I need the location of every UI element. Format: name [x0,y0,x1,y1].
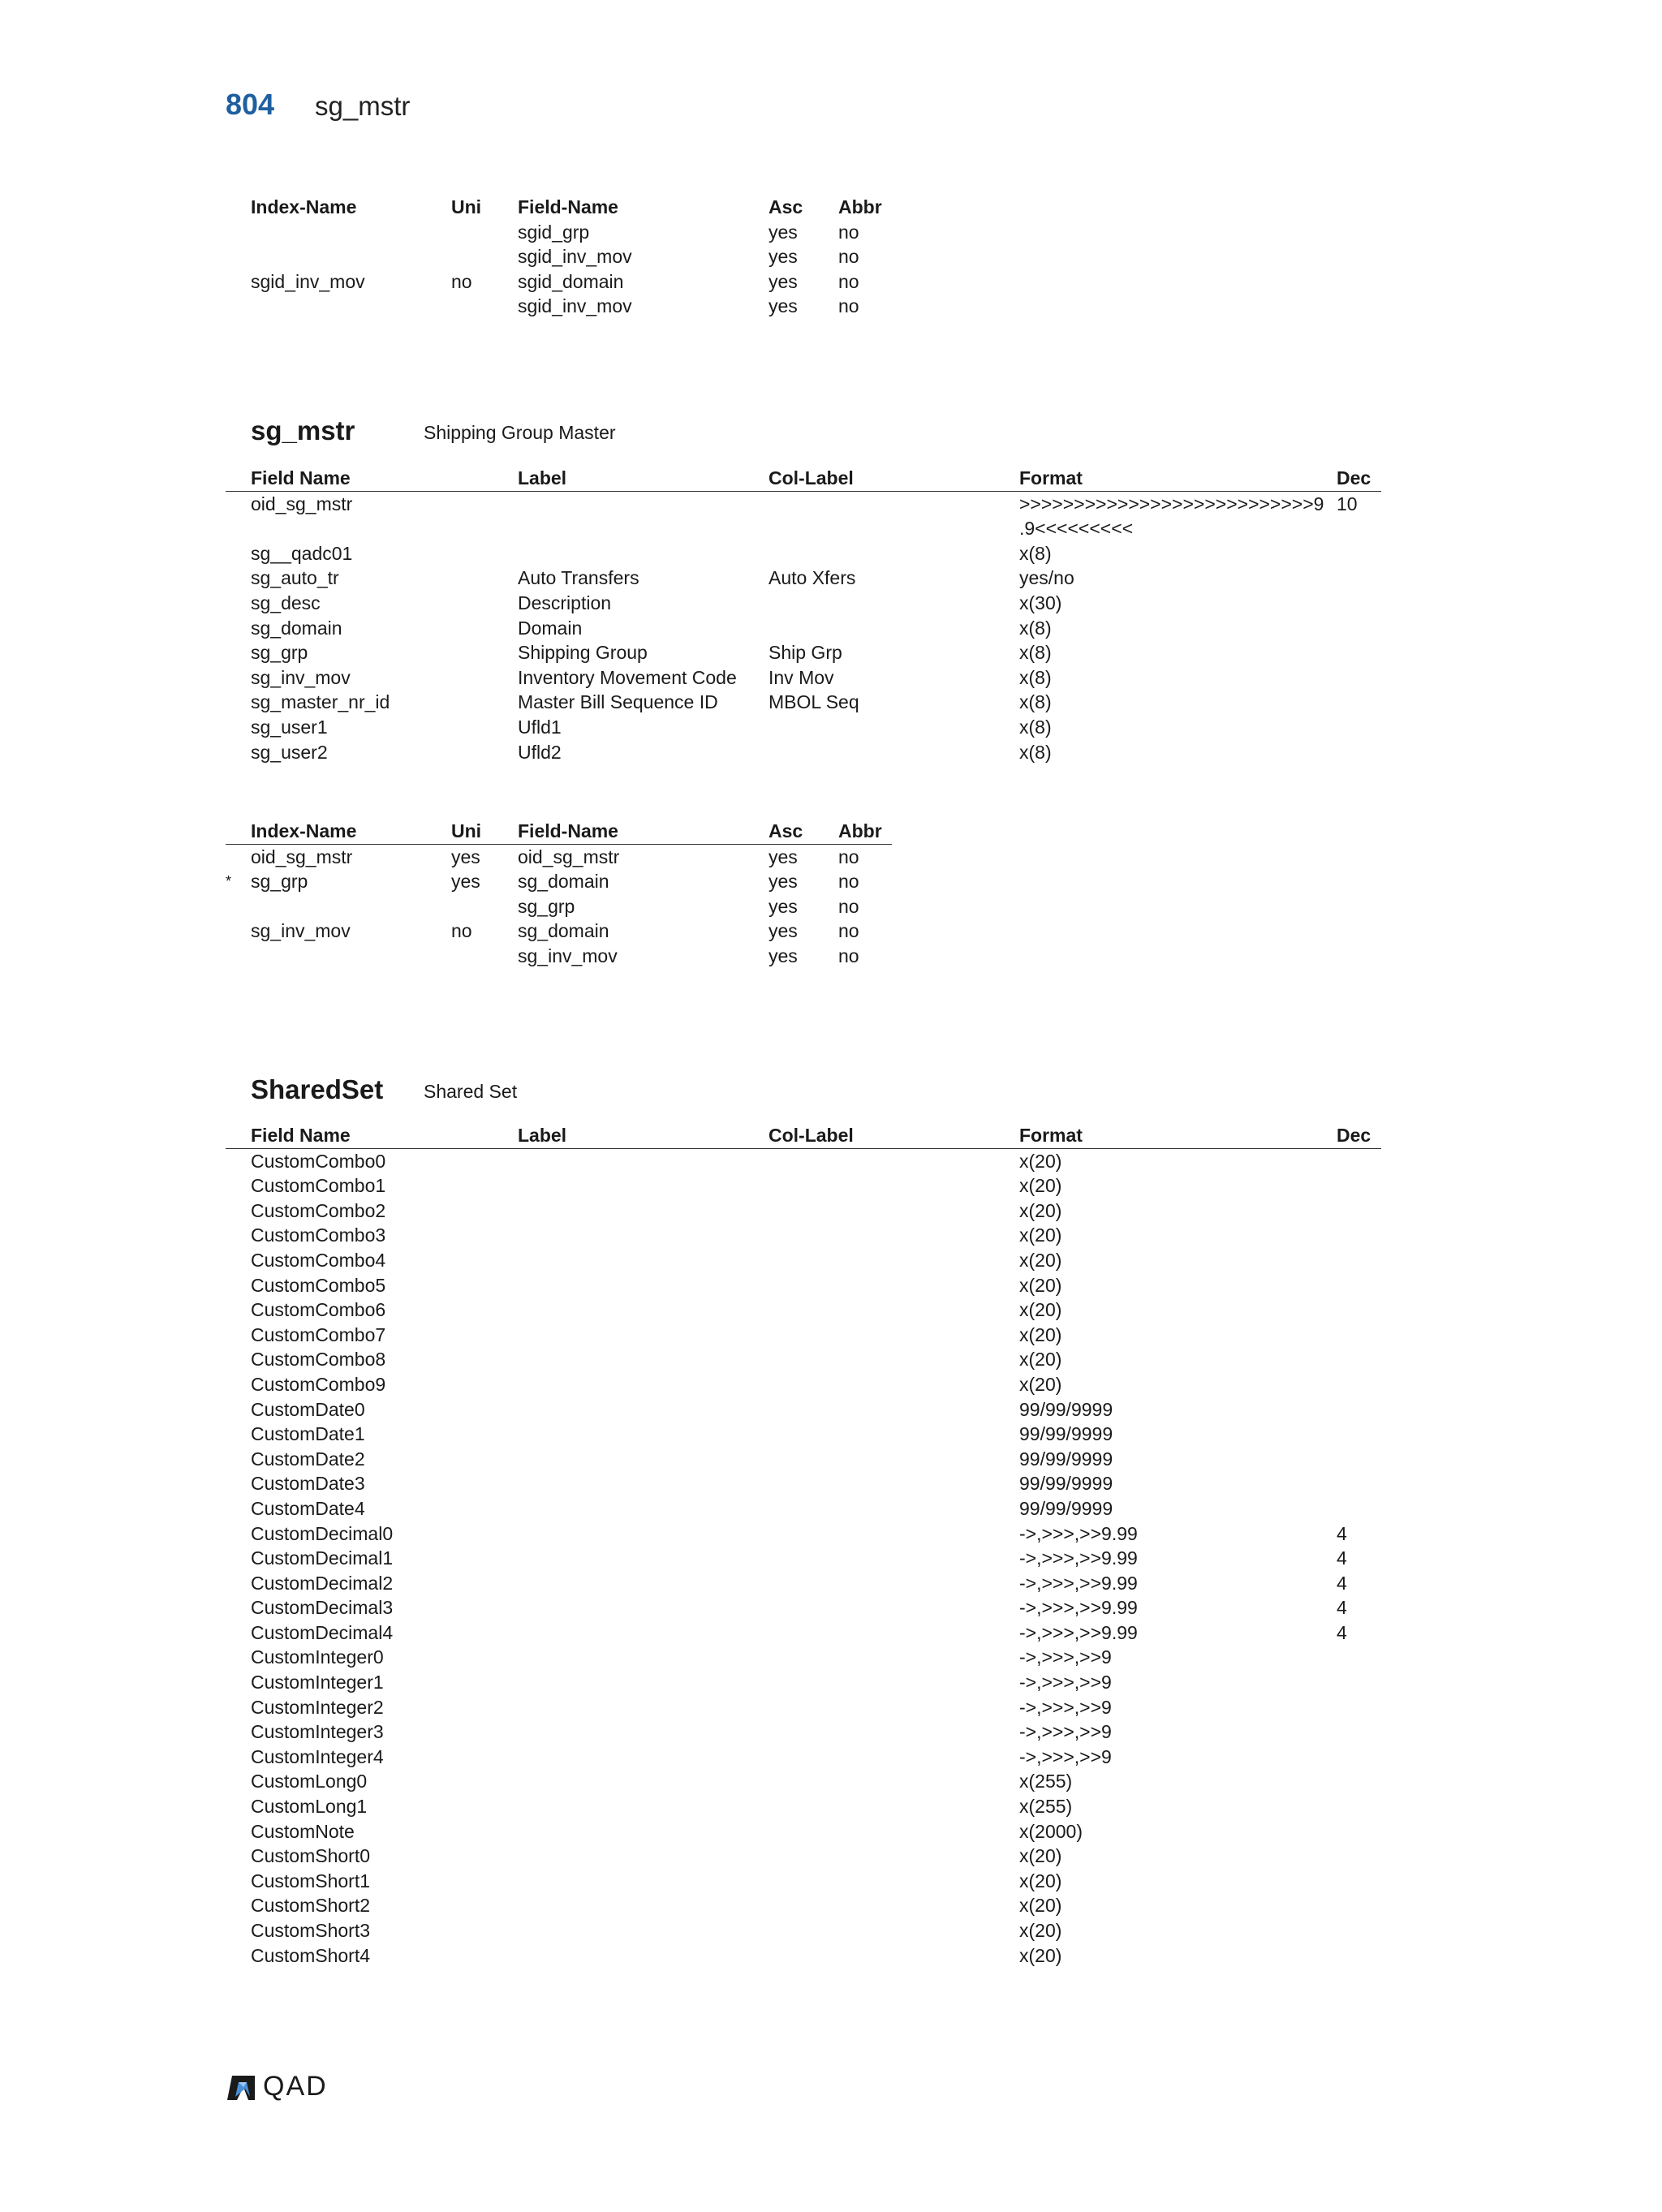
sg-mstr-index-table [226,819,892,969]
col-index-name: Index-Name [251,196,357,217]
table-description: Shared Set [424,1081,518,1102]
cell-field-name: sg_auto_tr [251,567,339,589]
table-row [226,1719,1381,1745]
col-col-label: Col-Label [769,467,854,488]
cell-label: Domain [518,617,583,639]
cell-asc: yes [769,295,798,317]
cell-dec: 4 [1337,1597,1347,1619]
cell-field-name: oid_sg_mstr [251,493,353,514]
cell-format: 99/99/9999 [1019,1473,1113,1495]
cell-format: ->,>>>,>>9.99 [1019,1572,1138,1594]
cell-format: ->,>>>,>>9.99 [1019,1522,1138,1544]
index-header-row [226,819,892,845]
col-uni: Uni [451,820,482,841]
table-row [226,1273,1381,1298]
cell-index-name: sg_inv_mov [251,920,351,942]
cell-format: x(20) [1019,1224,1062,1246]
primary-index-marker: * [226,873,232,890]
cell-index-name: sgid_inv_mov [251,270,365,292]
field-header-row [226,1123,1381,1149]
table-row [226,591,1381,616]
cell-format: x(20) [1019,1349,1062,1371]
page-number: 804 [226,88,275,121]
col-dec: Dec [1337,1125,1371,1146]
cell-format: x(20) [1019,1249,1062,1271]
cell-dec: 4 [1337,1547,1347,1569]
col-col-label: Col-Label [769,1125,854,1146]
table-row [226,1844,1381,1869]
cell-abbr: no [838,295,859,317]
col-field-name: Field-Name [518,820,618,841]
cell-asc: yes [769,871,798,893]
cell-uni: no [451,270,472,292]
cell-format: x(20) [1019,1944,1062,1966]
cell-label: Auto Transfers [518,567,639,589]
cell-col-label: MBOL Seq [769,691,859,713]
table-row [226,492,1381,517]
cell-format: ->,>>>,>>9 [1019,1721,1112,1743]
cell-field-name: sg_grp [518,895,575,917]
cell-format: x(20) [1019,1845,1062,1867]
col-field-name: Field Name [251,1125,351,1146]
cell-field-name: CustomShort3 [251,1920,371,1941]
cell-field-name: CustomCombo6 [251,1299,386,1321]
cell-field-name: CustomCombo9 [251,1373,386,1395]
table-row [226,1595,1381,1620]
cell-field-name: CustomInteger3 [251,1721,384,1743]
cell-uni: yes [451,871,480,893]
cell-field-name: sg_user2 [251,741,328,763]
cell-format: x(20) [1019,1274,1062,1296]
table-row [226,1347,1381,1372]
cell-field-name: CustomDate2 [251,1448,365,1470]
index-body [226,845,892,969]
cell-field-name: CustomCombo4 [251,1249,386,1271]
field-header-row [226,466,1381,492]
cell-label: Shipping Group [518,642,648,664]
cell-format: 99/99/9999 [1019,1448,1113,1470]
cell-label: Ufld1 [518,716,562,738]
col-index-name: Index-Name [251,820,357,841]
cell-field-name: sg_domain [518,920,609,942]
cell-field-name: CustomLong0 [251,1771,368,1792]
cell-format: 99/99/9999 [1019,1398,1113,1420]
cell-format: x(20) [1019,1870,1062,1891]
cell-asc: yes [769,221,798,243]
cell-field-name: CustomInteger1 [251,1672,384,1693]
cell-format: ->,>>>,>>9.99 [1019,1547,1138,1569]
qad-logo-icon [226,2072,258,2102]
table-row [226,1869,1381,1894]
cell-format: ->,>>>,>>9 [1019,1672,1112,1693]
cell-asc: yes [769,846,798,867]
cell-field-name: CustomDate0 [251,1398,365,1420]
cell-field-name: CustomCombo0 [251,1150,386,1172]
cell-field-name: sg_user1 [251,716,328,738]
cell-label: Master Bill Sequence ID [518,691,718,713]
cell-field-name: sg_domain [251,617,342,639]
cell-index-name: oid_sg_mstr [251,846,353,867]
cell-format: x(255) [1019,1796,1073,1818]
cell-field-name: sg__qadc01 [251,542,353,564]
col-asc: Asc [769,820,803,841]
cell-field-name: CustomDate3 [251,1473,365,1495]
cell-format: yes/no [1019,567,1074,589]
qad-logo [226,2072,344,2102]
cell-format: x(255) [1019,1771,1073,1792]
table-row [226,1645,1381,1670]
table-row [226,1695,1381,1720]
cell-format: x(2000) [1019,1820,1083,1842]
table-row [226,1918,1381,1943]
cell-field-name: CustomDate4 [251,1497,365,1519]
table-row [226,1819,1381,1844]
cell-field-name: CustomInteger0 [251,1646,384,1668]
col-asc: Asc [769,196,803,217]
table-row [226,894,892,919]
cell-dec: 4 [1337,1522,1347,1544]
cell-field-name: sg_inv_mov [251,666,351,688]
col-dec: Dec [1337,467,1371,488]
cell-dec: 10 [1337,493,1358,514]
cell-field-name: sg_grp [251,642,308,664]
cell-field-name: CustomNote [251,1820,355,1842]
cell-abbr: no [838,945,859,966]
cell-field-name: sgid_grp [518,221,590,243]
cell-field-name: sg_inv_mov [518,945,618,966]
table-row [226,1223,1381,1248]
cell-col-label: Ship Grp [769,642,842,664]
field-body [226,492,1381,765]
cell-format: 99/99/9999 [1019,1497,1113,1519]
table-row [226,516,1381,541]
cell-format: x(20) [1019,1373,1062,1395]
cell-format: x(8) [1019,642,1052,664]
cell-field-name: oid_sg_mstr [518,846,620,867]
cell-dec: 4 [1337,1621,1347,1643]
cell-field-name: CustomLong1 [251,1796,368,1818]
table-row [226,1471,1381,1496]
cell-abbr: no [838,920,859,942]
cell-label: Inventory Movement Code [518,666,737,688]
table-row [226,1397,1381,1422]
cell-field-name: CustomCombo5 [251,1274,386,1296]
cell-field-name: CustomCombo2 [251,1199,386,1221]
table-row [226,740,1381,765]
table-row [226,919,892,944]
cell-abbr: no [838,270,859,292]
table-row [226,1943,1381,1969]
cell-format: x(30) [1019,592,1062,613]
col-label: Label [518,1125,567,1146]
cell-uni: no [451,920,472,942]
cell-field-name: CustomCombo3 [251,1224,386,1246]
sharedset-field-table [226,1123,1381,1968]
cell-field-name: CustomShort4 [251,1944,371,1966]
cell-format: ->,>>>,>>9.99 [1019,1597,1138,1619]
col-abbr: Abbr [838,820,882,841]
table-row [226,1173,1381,1199]
cell-uni: yes [451,846,480,867]
cell-field-name: CustomInteger4 [251,1745,384,1767]
cell-asc: yes [769,920,798,942]
cell-format: x(20) [1019,1150,1062,1172]
cell-abbr: no [838,221,859,243]
cell-format: x(8) [1019,666,1052,688]
cell-field-name: CustomDecimal3 [251,1597,394,1619]
cell-format: x(8) [1019,716,1052,738]
field-body [226,1149,1381,1969]
cell-abbr: no [838,846,859,867]
cell-label: Description [518,592,612,613]
cell-field-name: CustomDecimal0 [251,1522,394,1544]
cell-format: ->,>>>,>>9.99 [1019,1621,1138,1643]
cell-field-name: CustomDate1 [251,1423,365,1445]
cell-format: x(20) [1019,1175,1062,1197]
cell-format: x(8) [1019,741,1052,763]
col-format: Format [1019,467,1083,488]
cell-format: x(20) [1019,1920,1062,1941]
cell-field-name: CustomDecimal1 [251,1547,394,1569]
cell-field-name: sg_master_nr_id [251,691,390,713]
col-uni: Uni [451,196,482,217]
table-row [226,1571,1381,1596]
table-row [226,640,1381,665]
table-row [226,944,892,969]
cell-format: ->,>>>,>>9 [1019,1646,1112,1668]
table-row [226,616,1381,641]
cell-col-label: Inv Mov [769,666,834,688]
col-field-name: Field-Name [518,196,618,217]
table-row [226,541,1381,566]
cell-format: .9<<<<<<<<< [1019,518,1134,540]
cell-format: x(8) [1019,691,1052,713]
cell-format: x(8) [1019,617,1052,639]
table-row [226,845,892,870]
cell-format: x(20) [1019,1199,1062,1221]
cell-dec: 4 [1337,1572,1347,1594]
cell-field-name: CustomShort2 [251,1895,371,1917]
cell-abbr: no [838,871,859,893]
cell-asc: yes [769,270,798,292]
table-row [226,1422,1381,1447]
cell-format: x(20) [1019,1299,1062,1321]
cell-field-name: CustomInteger2 [251,1696,384,1718]
col-abbr: Abbr [838,196,882,217]
sg-mstr-field-table [226,466,1381,764]
table-row [226,1298,1381,1323]
table-row [226,1794,1381,1819]
table-row [226,690,1381,715]
table-row [226,1248,1381,1273]
logo-text: QAD [263,2071,328,2102]
table-row [226,1769,1381,1794]
table-row [226,1620,1381,1646]
cell-format: ->,>>>,>>9 [1019,1696,1112,1718]
cell-asc: yes [769,246,798,268]
table-description: Shipping Group Master [424,422,616,443]
cell-field-name: sg_desc [251,592,321,613]
col-label: Label [518,467,567,488]
col-format: Format [1019,1125,1083,1146]
table-name: SharedSet [251,1074,384,1104]
table-row [226,665,1381,691]
cell-asc: yes [769,895,798,917]
cell-field-name: sgid_inv_mov [518,295,632,317]
cell-abbr: no [838,895,859,917]
table-row [226,1521,1381,1547]
table-row [226,1372,1381,1397]
cell-field-name: sg_domain [518,871,609,893]
cell-field-name: CustomCombo8 [251,1349,386,1371]
table-row [226,1670,1381,1695]
table-row [226,1745,1381,1770]
table-row [226,1496,1381,1521]
cell-field-name: sgid_inv_mov [518,246,632,268]
table-row [226,715,1381,740]
cell-col-label: Auto Xfers [769,567,856,589]
table-row [226,1323,1381,1348]
running-header-title: sg_mstr [315,91,411,121]
cell-format: >>>>>>>>>>>>>>>>>>>>>>>>>>>9 [1019,493,1324,514]
cell-label: Ufld2 [518,741,562,763]
cell-asc: yes [769,945,798,966]
cell-format: x(20) [1019,1895,1062,1917]
table-row [226,1199,1381,1224]
cell-field-name: CustomCombo7 [251,1323,386,1345]
cell-abbr: no [838,246,859,268]
cell-field-name: sgid_domain [518,270,624,292]
col-field-name: Field Name [251,467,351,488]
cell-field-name: CustomDecimal4 [251,1621,394,1643]
cell-field-name: CustomShort1 [251,1870,371,1891]
cell-format: ->,>>>,>>9 [1019,1745,1112,1767]
cell-format: x(20) [1019,1323,1062,1345]
table-row [226,1893,1381,1918]
cell-format: 99/99/9999 [1019,1423,1113,1445]
cell-index-name: sg_grp [251,871,308,893]
cell-field-name: CustomShort0 [251,1845,371,1867]
table-row [226,1149,1381,1174]
table-row [226,1447,1381,1472]
table-name: sg_mstr [251,415,355,445]
table-row [226,566,1381,591]
cell-format: x(8) [1019,542,1052,564]
table-row [226,869,892,894]
cell-field-name: CustomCombo1 [251,1175,386,1197]
cell-field-name: CustomDecimal2 [251,1572,394,1594]
table-row [226,1546,1381,1571]
